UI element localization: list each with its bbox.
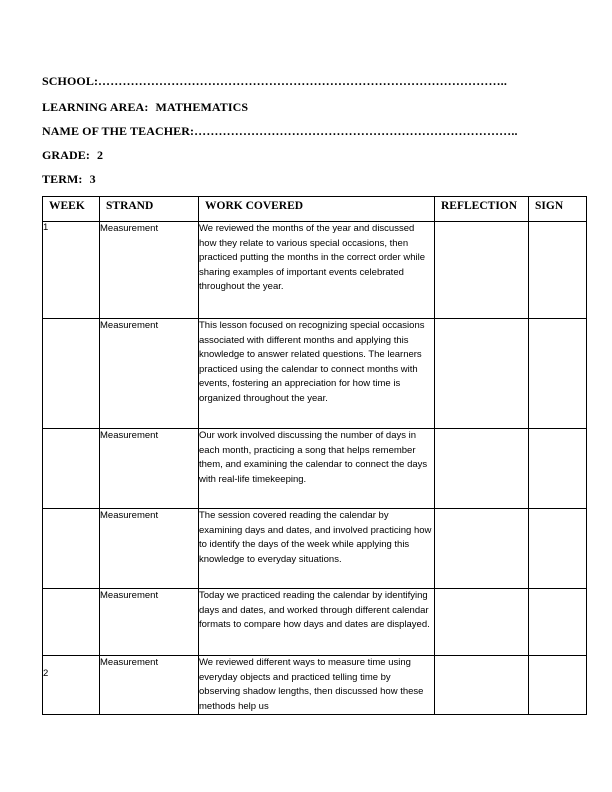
school-line — [42, 74, 507, 89]
term-label: TERM: — [42, 172, 83, 186]
strand-cell: Measurement — [100, 656, 199, 715]
school-label: SCHOOL: — [42, 74, 99, 88]
strand-cell: Measurement — [100, 429, 199, 509]
sign-cell[interactable] — [529, 222, 587, 319]
strand-cell: Measurement — [100, 319, 199, 429]
term-line — [42, 172, 96, 187]
work-covered-cell: This lesson focused on recognizing special occasions associated with different months and applying this knowledge to answer related questions. The learners practiced using the calendar to connect months with events, fostering an appreciation for how time is organized throughout the year. — [199, 319, 435, 429]
grade-value: 2 — [97, 148, 104, 162]
reflection-cell[interactable] — [435, 656, 529, 715]
sign-cell[interactable] — [529, 429, 587, 509]
week-cell — [43, 319, 100, 429]
learning-area-label: LEARNING AREA: — [42, 100, 149, 114]
learning-area-line — [42, 100, 248, 115]
strand-cell: Measurement — [100, 509, 199, 589]
column-header-strand: STRAND — [100, 197, 199, 222]
strand-cell: Measurement — [100, 589, 199, 656]
school-blank: ……………………………………………………………………………………….. — [98, 74, 508, 88]
strand-cell: Measurement — [100, 222, 199, 319]
table-header-row — [43, 197, 587, 222]
table-row — [43, 319, 587, 429]
column-header-week: WEEK — [43, 197, 100, 222]
sign-cell[interactable] — [529, 656, 587, 715]
week-cell — [43, 589, 100, 656]
grade-label: GRADE: — [42, 148, 90, 162]
reflection-cell[interactable] — [435, 319, 529, 429]
work-covered-cell: We reviewed the months of the year and discussed how they relate to various special occasions, then practiced putting the months in the correct order while sharing examples of important events celebrated throughout the year. — [199, 222, 435, 319]
sign-cell[interactable] — [529, 319, 587, 429]
week-cell — [43, 429, 100, 509]
teacher-blank: …………………………………………………………………….. — [194, 124, 518, 138]
term-value: 3 — [89, 172, 96, 186]
learning-area-value: MATHEMATICS — [155, 100, 249, 114]
work-covered-cell: We reviewed different ways to measure time using everyday objects and practiced telling time by observing shadow lengths, then discussed how these methods help us — [199, 656, 435, 715]
grade-line — [42, 148, 103, 163]
teacher-line — [42, 124, 518, 139]
table-row — [43, 589, 587, 656]
reflection-cell[interactable] — [435, 509, 529, 589]
table-row — [43, 656, 587, 715]
work-covered-cell: Our work involved discussing the number of days in each month, practicing a song that helps remember them, and examining the calendar to connect the days with real-life timekeeping. — [199, 429, 435, 509]
work-covered-cell: The session covered reading the calendar by examining days and dates, and involved practicing how to identify the days of the week while applying this knowledge to everyday situations. — [199, 509, 435, 589]
work-covered-table — [42, 196, 587, 715]
sign-cell[interactable] — [529, 589, 587, 656]
column-header-reflection: REFLECTION — [435, 197, 529, 222]
week-cell: 1 — [43, 222, 100, 319]
table-row — [43, 509, 587, 589]
week-cell — [43, 509, 100, 589]
reflection-cell[interactable] — [435, 222, 529, 319]
table-row — [43, 222, 587, 319]
teacher-label: NAME OF THE TEACHER: — [42, 124, 195, 138]
week-cell: 2 — [43, 656, 100, 715]
column-header-work-covered: WORK COVERED — [199, 197, 435, 222]
reflection-cell[interactable] — [435, 589, 529, 656]
sign-cell[interactable] — [529, 509, 587, 589]
table-row — [43, 429, 587, 509]
column-header-sign: SIGN — [529, 197, 587, 222]
reflection-cell[interactable] — [435, 429, 529, 509]
work-covered-cell: Today we practiced reading the calendar by identifying days and dates, and worked through different calendar formats to compare how days and dates are displayed. — [199, 589, 435, 656]
